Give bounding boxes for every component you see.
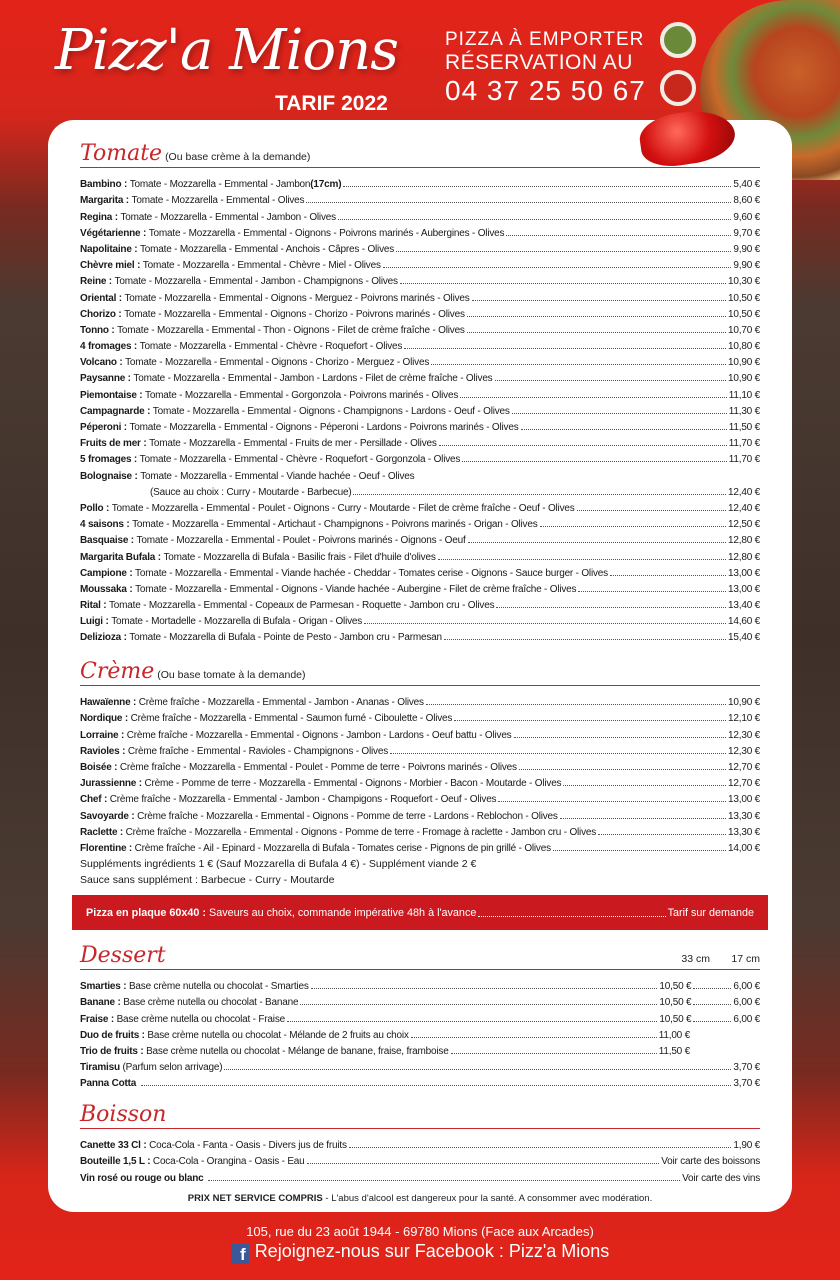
dot-leader <box>519 769 726 770</box>
item-price: 8,60 € <box>733 195 760 207</box>
item-price: 14,60 € <box>728 616 760 628</box>
item-description: Tomate - Mozzarella - Emmental - Jambon - Champignons - Olives <box>114 276 398 288</box>
item-name: Péperoni : <box>80 422 127 433</box>
item-description: Crème fraîche - Mozzarella - Emmental - Jambon - Ananas - Olives <box>138 697 424 709</box>
item-name: Boisée : <box>80 761 118 773</box>
menu-item <box>80 1073 760 1089</box>
menu-item <box>80 287 760 303</box>
item-name: Regina : <box>80 211 118 223</box>
item-price: 9,70 € <box>733 227 760 239</box>
menu-item <box>80 239 760 255</box>
menu-item-subline <box>80 482 760 498</box>
item-description: Crème fraîche - Emmental - Ravioles - Champignons - Olives <box>127 745 388 757</box>
note-bold: PRIX NET SERVICE COMPRIS <box>187 1193 323 1204</box>
item-description: Tomate - Mozzarella - Emmental - Anchois - Câpres - Olives <box>140 243 395 255</box>
phone-number[interactable]: 04 37 25 50 67 <box>445 75 646 106</box>
item-price: 13,30 € <box>728 810 760 822</box>
dot-leader <box>383 267 732 268</box>
menu-item <box>80 368 760 384</box>
menu-item <box>80 773 760 789</box>
item-price: 10,50 € <box>728 308 760 320</box>
dot-leader <box>444 639 726 640</box>
menu-item <box>80 514 760 530</box>
tarif-year: TARIF 2022 <box>275 92 388 115</box>
dot-leader <box>610 575 726 576</box>
item-price: 10,90 € <box>728 697 760 709</box>
dot-leader <box>364 623 726 624</box>
dot-leader <box>338 219 731 220</box>
item-price: 10,50 € <box>659 997 692 1009</box>
dot-leader <box>349 1147 732 1148</box>
dot-leader <box>693 988 731 989</box>
item-name: Basquaise : <box>80 535 134 547</box>
item-description: Crème fraîche - Ail - Epinard - Mozzarella di Bufala - Tomates cerise - Pignons de pin grillé - Olives <box>134 842 551 854</box>
item-name: Trio de fruits : <box>80 1045 144 1057</box>
sauce-bowl-image <box>660 70 696 106</box>
item-description: Tomate - Mozzarella - Emmental - Jambon - Olives <box>120 211 336 223</box>
item-description: Tomate - Mozzarella - Emmental - Oignons - Merguez - Poivrons marinés - Olives <box>124 292 470 304</box>
menu-item <box>80 1008 760 1024</box>
item-description: Tomate - Mozzarella - Emmental - Artichaut - Champignons - Poivrons marinés - Origan - Olives <box>132 519 538 531</box>
item-description: Tomate - Mozzarella - Emmental - Chèvre - Miel - Olives <box>142 260 381 272</box>
item-name: Jurassienne : <box>80 778 142 790</box>
item-description: Tomate - Mozzarella - Emmental - Fruits de mer - Persillade - Olives <box>149 438 437 450</box>
item-name: Piemontaise : <box>80 389 143 401</box>
contact-block <box>445 30 646 105</box>
item-name: Bolognaise : <box>80 470 138 482</box>
item-name: Vin rosé ou rouge ou blanc <box>80 1172 204 1184</box>
item-description: Tomate - Mozzarella - Emmental - Viande hachée - Oeuf - Olives <box>140 470 415 482</box>
item-description: Tomate - Mozzarella - Emmental - Jambon <box>129 179 311 191</box>
menu-item <box>80 1025 760 1041</box>
section-subtitle: (Ou base crème à la demande) <box>165 151 311 163</box>
dot-leader <box>521 429 727 430</box>
item-price: 12,40 € <box>728 486 760 498</box>
facebook-link[interactable] <box>0 1241 840 1264</box>
footer-note <box>48 1193 792 1204</box>
item-price: Voir carte des vins <box>682 1172 760 1184</box>
item-price: 11,50 € <box>658 1045 690 1057</box>
dot-leader <box>553 850 726 851</box>
item-price: 11,50 € <box>728 422 760 433</box>
item-name: Végétarienne : <box>80 227 147 239</box>
item-price: 13,00 € <box>728 567 760 579</box>
item-description: Tomate - Mozzarella di Bufala - Pointe de Pesto - Jambon cru - Parmesan <box>129 632 442 644</box>
dot-leader <box>498 801 726 802</box>
dot-leader <box>506 235 731 236</box>
item-description: Base crème nutella ou chocolat - Mélande de 2 fruits au choix <box>147 1029 409 1041</box>
dot-leader <box>426 704 726 705</box>
menu-item <box>80 708 760 724</box>
item-price: 13,00 € <box>728 583 760 595</box>
facebook-icon: f <box>231 1244 249 1264</box>
dot-leader <box>495 380 727 381</box>
item-name: Chef : <box>80 794 108 806</box>
dot-leader <box>390 753 726 754</box>
item-name: Chorizo : <box>80 308 122 320</box>
dot-leader <box>462 461 727 462</box>
dot-leader <box>311 988 658 989</box>
menu-item <box>80 174 760 190</box>
reservation-label: RÉSERVATION AU <box>445 51 633 74</box>
banner-price: Tarif sur demande <box>667 906 754 919</box>
menu-item <box>80 1167 760 1183</box>
item-price: 12,70 € <box>728 778 760 790</box>
dot-leader <box>578 591 726 592</box>
item-name: Campione : <box>80 567 133 579</box>
item-name: Ravioles : <box>80 745 126 757</box>
item-description: Crème fraîche - Mozzarella - Emmental - Poulet - Pomme de terre - Poivrons marinés - Olives <box>119 761 517 773</box>
dot-leader <box>454 720 726 721</box>
menu-item <box>80 449 760 465</box>
menu-item <box>80 498 760 514</box>
note-text: - L'abus d'alcool est dangereux pour la santé. A consommer avec modération. <box>322 1193 653 1204</box>
section-tomate <box>80 138 760 643</box>
menu-item <box>80 805 760 821</box>
item-description: Tomate - Mozzarella - Emmental - Copeaux de Parmesan - Roquette - Jambon cru - Olives <box>108 600 495 612</box>
item-name: Hawaïenne : <box>80 697 137 709</box>
item-price: 10,70 € <box>728 324 760 336</box>
menu-item <box>80 352 760 368</box>
item-price: 12,30 € <box>728 729 760 741</box>
dot-leader <box>300 1004 657 1005</box>
item-price: 3,70 € <box>733 1062 760 1074</box>
address: 105, rue du 23 août 1944 - 69780 Mions (Face aux Arcades) <box>246 1224 594 1239</box>
herb-bowl-image <box>660 22 696 58</box>
menu-item <box>80 271 760 287</box>
section-title: Tomate <box>80 141 163 166</box>
item-name: Duo de fruits : <box>80 1029 145 1041</box>
menu-item <box>80 320 760 336</box>
menu-item <box>80 976 760 992</box>
item-price: 12,80 € <box>728 535 760 547</box>
menu-item <box>80 206 760 222</box>
item-price: Voir carte des boissons <box>661 1156 760 1168</box>
dot-leader <box>540 526 727 527</box>
item-price: 9,60 € <box>733 211 760 223</box>
section-creme <box>80 656 760 890</box>
dot-leader <box>438 559 726 560</box>
menu-item <box>80 255 760 271</box>
plaque-banner <box>72 895 768 930</box>
menu-item <box>80 579 760 595</box>
item-price: 10,90 € <box>728 373 760 385</box>
menu-item <box>80 992 760 1008</box>
logo: Pizz'a Mions <box>55 18 398 83</box>
item-description: Tomate - Mozzarella - Emmental - Oignons - Champignons - Lardons - Oeuf - Olives <box>152 405 510 417</box>
dot-leader <box>451 1053 657 1054</box>
item-name: Tiramisu <box>80 1062 120 1074</box>
item-description: Base crème nutella ou chocolat - Fraise <box>116 1013 285 1025</box>
menu-item <box>80 563 760 579</box>
dot-leader <box>560 818 726 819</box>
item-name: 4 fromages : <box>80 341 138 353</box>
item-name: Canette 33 Cl : <box>80 1140 147 1152</box>
menu-item <box>80 611 760 627</box>
item-size-note: (17cm) <box>310 179 342 191</box>
item-name: Tonno : <box>80 324 115 336</box>
menu-item <box>80 1057 760 1073</box>
item-name: Margarita : <box>80 195 129 207</box>
section-subtitle: (Ou base tomate à la demande) <box>157 669 306 681</box>
column-33cm: 33 cm <box>681 953 710 965</box>
item-name: Campagnarde : <box>80 405 151 417</box>
item-description: Tomate - Mozzarella - Emmental - Oignons - Péperoni - Lardons - Poivrons marinés - Olives <box>129 422 519 433</box>
item-name: Florentine : <box>80 842 133 854</box>
item-description: Coca-Cola - Fanta - Oasis - Divers jus de fruits <box>149 1140 347 1152</box>
menu-item <box>80 1135 760 1151</box>
menu-item <box>80 336 760 352</box>
item-description: Tomate - Mozzarella - Emmental - Poulet - Oignons - Curry - Moutarde - Filet de crème fraîche - Oeuf - Olives <box>111 502 575 514</box>
dot-leader <box>563 785 726 786</box>
item-name: Chèvre miel : <box>80 260 141 272</box>
menu-item <box>80 401 760 417</box>
item-name: Rital : <box>80 600 107 612</box>
item-price: 3,70 € <box>733 1078 760 1090</box>
menu-item <box>80 692 760 708</box>
item-price: 12,70 € <box>728 761 760 773</box>
dot-leader <box>467 316 726 317</box>
item-description: Tomate - Mozzarella - Emmental - Oignons - Viande hachée - Aubergine - Filet de crème fraîche - Olives <box>135 583 577 595</box>
menu-item <box>80 304 760 320</box>
item-description: Coca-Cola - Orangina - Oasis - Eau <box>152 1156 305 1168</box>
item-name: Fraise : <box>80 1013 114 1025</box>
section-dessert <box>80 940 760 1089</box>
dot-leader <box>693 1021 731 1022</box>
menu-item <box>80 838 760 854</box>
item-description: Tomate - Mozzarella - Emmental - Chèvre - Roquefort - Olives <box>139 341 403 353</box>
item-description: Tomate - Mozzarella - Emmental - Oignons - Chorizo - Poivrons marinés - Olives <box>124 308 465 320</box>
dot-leader <box>287 1021 657 1022</box>
menu-item <box>80 822 760 838</box>
section-boisson <box>80 1099 760 1184</box>
item-name: Smarties : <box>80 981 127 993</box>
section-title: Boisson <box>80 1102 167 1127</box>
item-description: Crème fraîche - Mozzarella - Emmental - Saumon fumé - Ciboulette - Olives <box>130 713 453 725</box>
menu-item <box>80 417 760 433</box>
item-price: 9,90 € <box>733 260 760 272</box>
item-description: Crème fraîche - Mozzarella - Emmental - Oignons - Pomme de terre - Lardons - Reblochon - Olives <box>137 810 558 822</box>
item-price: 1,90 € <box>733 1140 760 1152</box>
item-name: Oriental : <box>80 292 122 304</box>
item-price-17cm: 6,00 € <box>733 997 760 1009</box>
dot-leader <box>431 364 726 365</box>
item-name: Paysanne : <box>80 373 131 385</box>
dot-leader <box>141 1085 732 1086</box>
item-description: Base crème nutella ou chocolat - Mélange de banane, fraise, framboise <box>146 1045 449 1057</box>
menu-item <box>80 1151 760 1167</box>
dot-leader <box>577 510 726 511</box>
item-name: Fruits de mer : <box>80 438 147 450</box>
item-name: Bambino : <box>80 179 128 191</box>
item-price: 10,30 € <box>728 276 760 288</box>
item-price: 13,30 € <box>728 826 760 838</box>
item-price: 10,50 € <box>659 981 692 993</box>
menu-item <box>80 789 760 805</box>
item-name: Reine : <box>80 276 112 288</box>
item-name: Banane : <box>80 997 121 1009</box>
dot-leader <box>514 737 727 738</box>
item-price: 5,40 € <box>733 179 760 191</box>
item-price: 13,40 € <box>728 600 760 612</box>
item-price: 13,00 € <box>728 794 760 806</box>
item-price: 10,90 € <box>728 357 760 369</box>
item-description: Tomate - Mozzarella - Emmental - Chèvre - Roquefort - Gorgonzola - Olives <box>139 454 461 466</box>
item-description: (Parfum selon arrivage) <box>122 1062 223 1074</box>
dot-leader <box>306 202 731 203</box>
section-title: Crème <box>80 659 155 684</box>
item-description: Crème fraîche - Mozzarella - Emmental - Oignons - Jambon - Lardons - Oeuf battu - Olives <box>126 729 512 741</box>
item-name: Moussaka : <box>80 583 133 595</box>
item-price: 10,50 € <box>728 292 760 304</box>
takeaway-label: PIZZA À EMPORTER <box>445 29 645 50</box>
item-price: 12,50 € <box>728 519 760 531</box>
item-description: Tomate - Mozzarella - Emmental - Oignons - Poivrons marinés - Aubergines - Olives <box>148 227 505 239</box>
item-price: 12,30 € <box>728 745 760 757</box>
menu-item <box>80 1041 760 1057</box>
menu-item <box>80 223 760 239</box>
menu-item <box>80 384 760 400</box>
item-description: Tomate - Mozzarella - Emmental - Jambon - Lardons - Filet de crème fraîche - Olives <box>133 373 493 385</box>
dot-leader <box>439 445 727 446</box>
menu-item <box>80 190 760 206</box>
menu-item <box>80 433 760 449</box>
dot-leader <box>460 397 727 398</box>
menu-item <box>80 595 760 611</box>
column-17cm: 17 cm <box>731 953 760 965</box>
menu-item <box>80 724 760 740</box>
menu-item <box>80 546 760 562</box>
menu-item <box>80 465 760 481</box>
item-description: Tomate - Mozzarella - Emmental - Viande hachée - Cheddar - Tomates cerise - Oignons - Sauce burger - Olives <box>135 567 608 579</box>
item-description: Crème fraîche - Mozzarella - Emmental - Jambon - Champigons - Roquefort - Oeuf - Olives <box>109 794 497 806</box>
item-name: Delizioza : <box>80 632 127 644</box>
item-name: Lorraine : <box>80 729 125 741</box>
dot-leader <box>598 834 726 835</box>
item-price: 15,40 € <box>728 632 760 644</box>
item-description: Tomate - Mozzarella - Emmental - Poulet - Poivrons marinés - Oignons - Oeuf <box>136 535 466 547</box>
item-price: 10,50 € <box>659 1013 692 1025</box>
dot-leader <box>693 1004 731 1005</box>
dot-leader <box>404 348 726 349</box>
item-name: Savoyarde : <box>80 810 135 822</box>
item-description: Base crème nutella ou chocolat - Smarties <box>128 981 309 993</box>
item-name: Pollo : <box>80 502 110 514</box>
item-price: 12,40 € <box>728 502 760 514</box>
menu-item <box>80 757 760 773</box>
item-name: Bouteille 1,5 L : <box>80 1156 151 1168</box>
item-description: Tomate - Mozzarella - Emmental - Thon - Oignons - Filet de crème fraîche - Olives <box>117 324 465 336</box>
item-description: Tomate - Mortadelle - Mozzarella di Bufala - Origan - Olives <box>111 616 363 628</box>
item-price-17cm: 6,00 € <box>733 1013 760 1025</box>
dot-leader <box>353 494 726 495</box>
item-price: 11,00 € <box>658 1029 690 1041</box>
dot-leader <box>307 1163 660 1164</box>
item-name: Panna Cotta <box>80 1078 137 1090</box>
dot-leader <box>478 909 665 917</box>
item-description: Tomate - Mozzarella di Bufala - Basilic frais - Filet d'huile d'olives <box>163 551 436 563</box>
dot-leader <box>224 1069 731 1070</box>
item-name: Margarita Bufala : <box>80 551 161 563</box>
dot-leader <box>468 542 726 543</box>
item-price: 9,90 € <box>733 243 760 255</box>
item-name: Raclette : <box>80 826 124 838</box>
item-price: 10,80 € <box>728 341 760 353</box>
item-description: Tomate - Mozzarella - Emmental - Oignons - Chorizo - Merguez - Olives <box>125 357 430 369</box>
item-description: Crème - Pomme de terre - Mozzarella - Emmental - Oignons - Morbier - Bacon - Moutarde - Olives <box>144 778 562 790</box>
item-description: Base crème nutella ou chocolat - Banane <box>123 997 299 1009</box>
item-description: Crème fraîche - Mozzarella - Emmental - Oignons - Pomme de terre - Fromage à raclette - Jambon cru - Olives <box>125 826 597 838</box>
item-name: 5 fromages : <box>80 454 138 466</box>
item-name: Luigi : <box>80 616 109 628</box>
item-price-17cm: 6,00 € <box>733 981 760 993</box>
dot-leader <box>512 413 727 414</box>
dot-leader <box>467 332 726 333</box>
item-name: Nordique : <box>80 713 128 725</box>
facebook-text: Rejoignez-nous sur Facebook : Pizz'a Mions <box>254 1241 610 1261</box>
item-description: Tomate - Mozzarella - Emmental - Gorgonzola - Poivrons marinés - Olives <box>145 389 459 401</box>
banner-name: Pizza en plaque 60x40 : <box>86 906 207 919</box>
item-name: Napolitaine : <box>80 243 138 255</box>
item-price: 11,70 € <box>728 454 760 466</box>
banner-desc: Saveurs au choix, commande impérative 48h à l'avance <box>209 906 477 919</box>
dot-leader <box>400 283 726 284</box>
item-name: 4 saisons : <box>80 519 130 531</box>
menu-item <box>80 530 760 546</box>
dot-leader <box>208 1180 680 1181</box>
item-price: 12,10 € <box>728 713 760 725</box>
dot-leader <box>396 251 731 252</box>
item-price: 11,10 € <box>728 389 760 401</box>
sauce-text: Sauce sans supplément : Barbecue - Curry - Moutarde <box>80 873 335 886</box>
menu-item <box>80 627 760 643</box>
dot-leader <box>496 607 726 608</box>
supplements-text: Suppléments ingrédients 1 € (Sauf Mozzarella di Bufala 4 €) - Supplément viande 2 € <box>80 857 477 870</box>
menu-item <box>80 741 760 757</box>
item-price: 14,00 € <box>728 842 760 854</box>
item-price: 12,80 € <box>728 551 760 563</box>
dot-leader <box>343 186 731 187</box>
item-price: 11,30 € <box>728 405 760 417</box>
item-description: Tomate - Mozzarella - Emmental - Olives <box>131 195 305 207</box>
item-name: Volcano : <box>80 357 123 369</box>
item-price: 11,70 € <box>728 438 760 450</box>
section-title: Dessert <box>80 943 166 968</box>
dot-leader <box>411 1037 657 1038</box>
item-subline: (Sauce au choix : Curry - Moutarde - Barbecue) <box>150 486 352 498</box>
dot-leader <box>472 300 726 301</box>
